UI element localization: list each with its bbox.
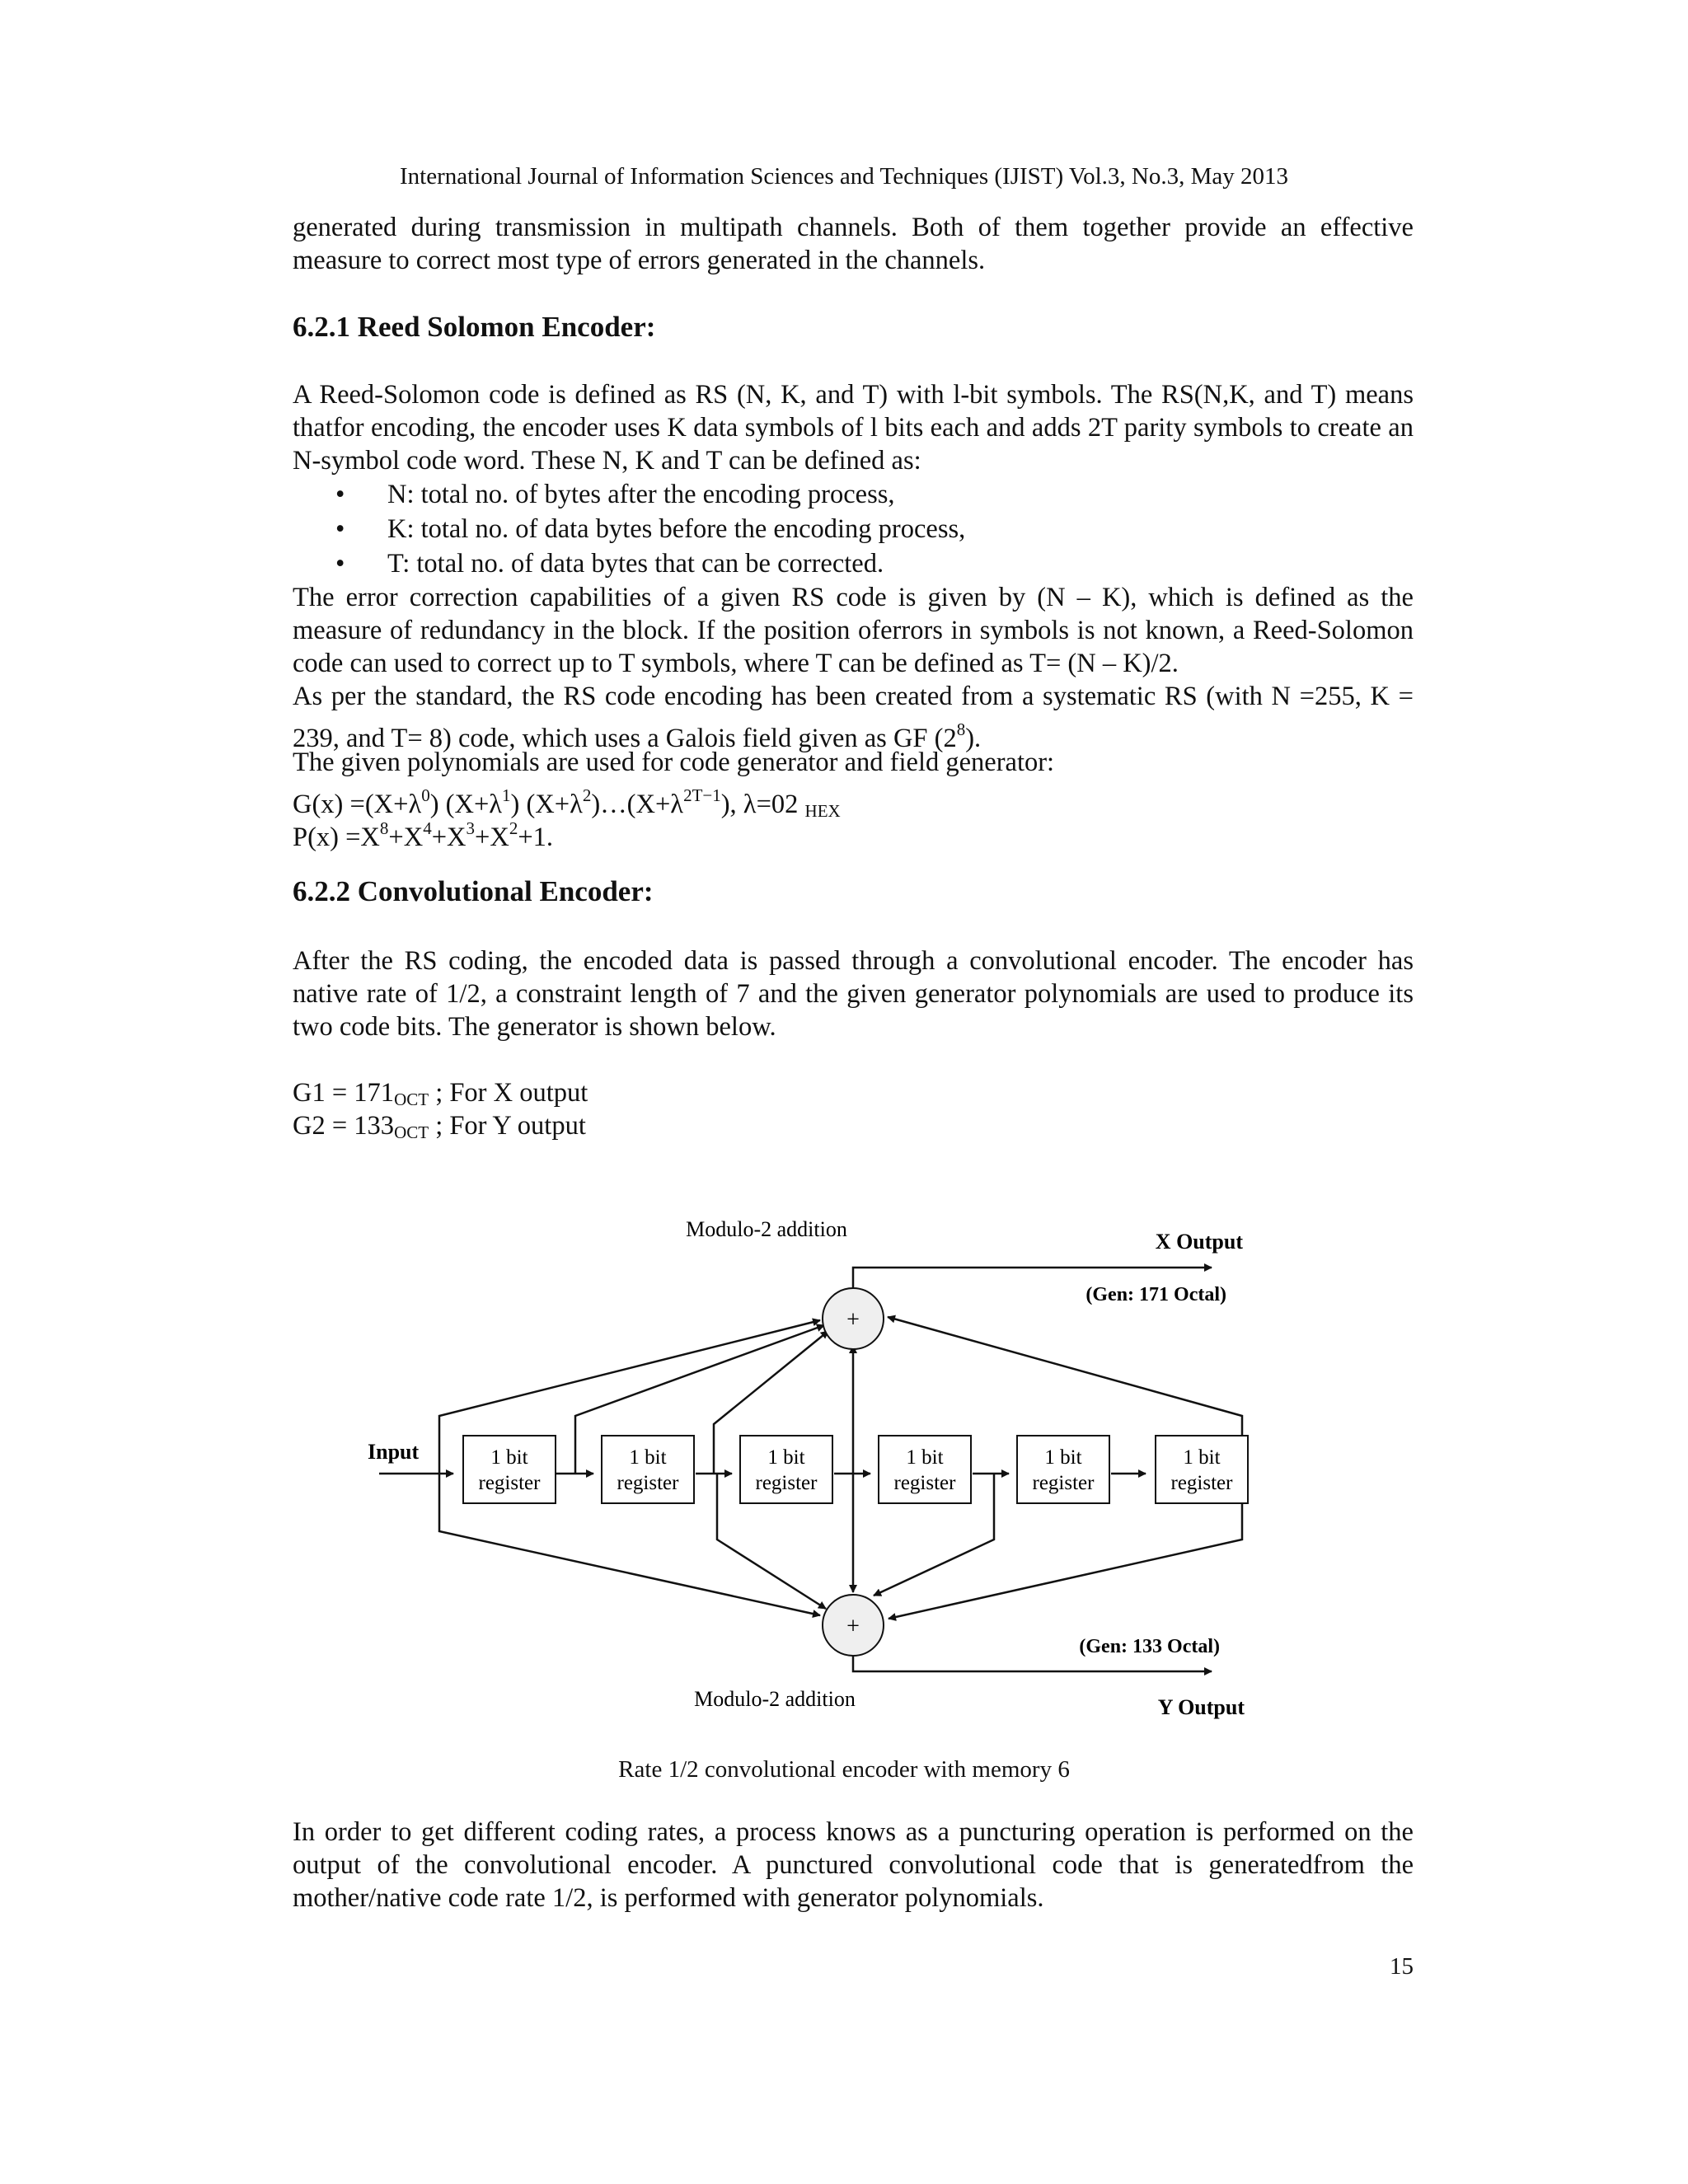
superscript: 2 (509, 818, 518, 838)
text-run: G2 = 133 (293, 1111, 395, 1141)
closing-paragraph: In order to get different coding rates, a process knows as a puncturing operation is performed on the output of the convolutional encoder. A punctured convolutional code that is generatedfrom the mother/native code rate 1/2, is performed with generator polynomials. (293, 1817, 1414, 1913)
subscript: HEX (804, 801, 841, 821)
text-run: +X (388, 823, 424, 852)
bullet-text: K: total no. of data bytes before the encoding process, (387, 514, 966, 544)
register-label: register (617, 1472, 679, 1494)
text-run: G1 = 171 (293, 1078, 395, 1108)
superscript: 8 (379, 818, 389, 838)
rs-paragraph-1: A Reed-Solomon code is defined as RS (N, K, and T) with l-bit symbols. The RS(N,K, and T) means thatfor encoding, the encoder uses K data symbols of l bits each and adds 2T parity symbols to create an N-symbol code word. These N, K and T can be defined as: (293, 380, 1414, 476)
register-label: 1 bit (1044, 1446, 1082, 1469)
register-label: register (478, 1472, 541, 1494)
register-label: 1 bit (767, 1446, 805, 1469)
superscript: 0 (421, 785, 430, 805)
register-label: 1 bit (1183, 1446, 1221, 1469)
intro-paragraph: generated during transmission in multipath channels. Both of them together provide an effective measure to correct most type of errors generated in the channels. (293, 213, 1414, 275)
adder-symbol: + (846, 1307, 860, 1333)
text-run: ). (965, 724, 982, 753)
superscript: 1 (502, 785, 511, 805)
register-label: 1 bit (490, 1446, 528, 1469)
subscript: OCT (394, 1090, 429, 1109)
rs-paragraph-3 (293, 680, 1414, 755)
input-label: Input (368, 1440, 420, 1464)
bullet-icon: • (335, 514, 345, 544)
register-label: register (893, 1472, 956, 1494)
text-run: G(x) =(X+λ (293, 790, 422, 819)
text-run: )…(X+λ (591, 790, 684, 819)
generator-g2 (293, 1109, 586, 1149)
text-run: +1. (518, 823, 554, 852)
top-adder-label: Modulo-2 addition (686, 1217, 847, 1241)
section-heading-rs: 6.2.1 Reed Solomon Encoder: (293, 311, 656, 343)
register-label: register (1170, 1472, 1233, 1494)
superscript: 8 (956, 719, 966, 739)
rs-bullet-list (293, 477, 1414, 581)
rs-paragraph-2: The error correction capabilities of a given RS code is given by (N – K), which is defined as the measure of redundancy in the block. If the position oferrors in symbols is not known, a Reed-Solomon code can used to correct up to T symbols, where T can be defined as T= (N – K)/2. (293, 583, 1414, 678)
page-number: 15 (1390, 1953, 1414, 1980)
register-label: 1 bit (906, 1446, 944, 1469)
text-run: ; For X output (429, 1078, 588, 1108)
x-generator-label: (Gen: 171 Octal) (1085, 1284, 1226, 1305)
superscript: 3 (466, 818, 476, 838)
text-run: As per the standard, the RS code encoding has been created from a systematic RS (with N =255, K = 239, and T= 8) code, which uses a Galois field given as GF (2 (293, 682, 1414, 753)
bottom-adder-label: Modulo-2 addition (694, 1687, 856, 1711)
register-label: register (755, 1472, 818, 1494)
superscript: 4 (423, 818, 432, 838)
superscript: 2 (582, 785, 592, 805)
x-output-label: X Output (1155, 1230, 1243, 1254)
subscript: OCT (394, 1122, 429, 1142)
field-polynomial-px (293, 812, 553, 854)
list-item (293, 512, 1414, 546)
rs-paragraph-4: The given polynomials are used for code generator and field generator: (293, 748, 1055, 777)
y-output-label: Y Output (1157, 1695, 1245, 1719)
bullet-icon: • (335, 549, 345, 579)
list-item (293, 477, 1414, 512)
figure-caption: Rate 1/2 convolutional encoder with memory 6 (618, 1756, 1070, 1783)
text-run: +X (431, 823, 467, 852)
text-run: ) (X+λ (510, 790, 583, 819)
adder-symbol: + (846, 1614, 860, 1639)
bullet-icon: • (335, 480, 345, 509)
bullet-text: T: total no. of data bytes that can be corrected. (387, 549, 884, 579)
register-chain (463, 1436, 1248, 1503)
running-header: International Journal of Information Sciences and Techniques (IJIST) Vol.3, No.3, May 2013 (400, 163, 1288, 190)
bullet-text: N: total no. of bytes after the encoding process, (387, 480, 895, 509)
superscript: 2T−1 (683, 785, 721, 805)
y-generator-label: (Gen: 133 Octal) (1079, 1636, 1220, 1657)
text-run: ) (X+λ (429, 790, 503, 819)
text-run: ; For Y output (429, 1111, 586, 1141)
text-run: P(x) =X (293, 823, 380, 852)
text-run: +X (475, 823, 509, 852)
conv-paragraph-1: After the RS coding, the encoded data is passed through a convolutional encoder. The encoder has native rate of 1/2, a constraint length of 7 and the given generator polynomials are used to produce its two code bits. The generator is shown below. (293, 946, 1414, 1042)
section-heading-convolutional: 6.2.2 Convolutional Encoder: (293, 875, 654, 907)
register-label: 1 bit (629, 1446, 667, 1469)
text-run: ), λ=02 (720, 790, 805, 819)
register-label: register (1032, 1472, 1095, 1494)
list-item (293, 546, 1414, 581)
convolutional-encoder-diagram (346, 1212, 1335, 1731)
